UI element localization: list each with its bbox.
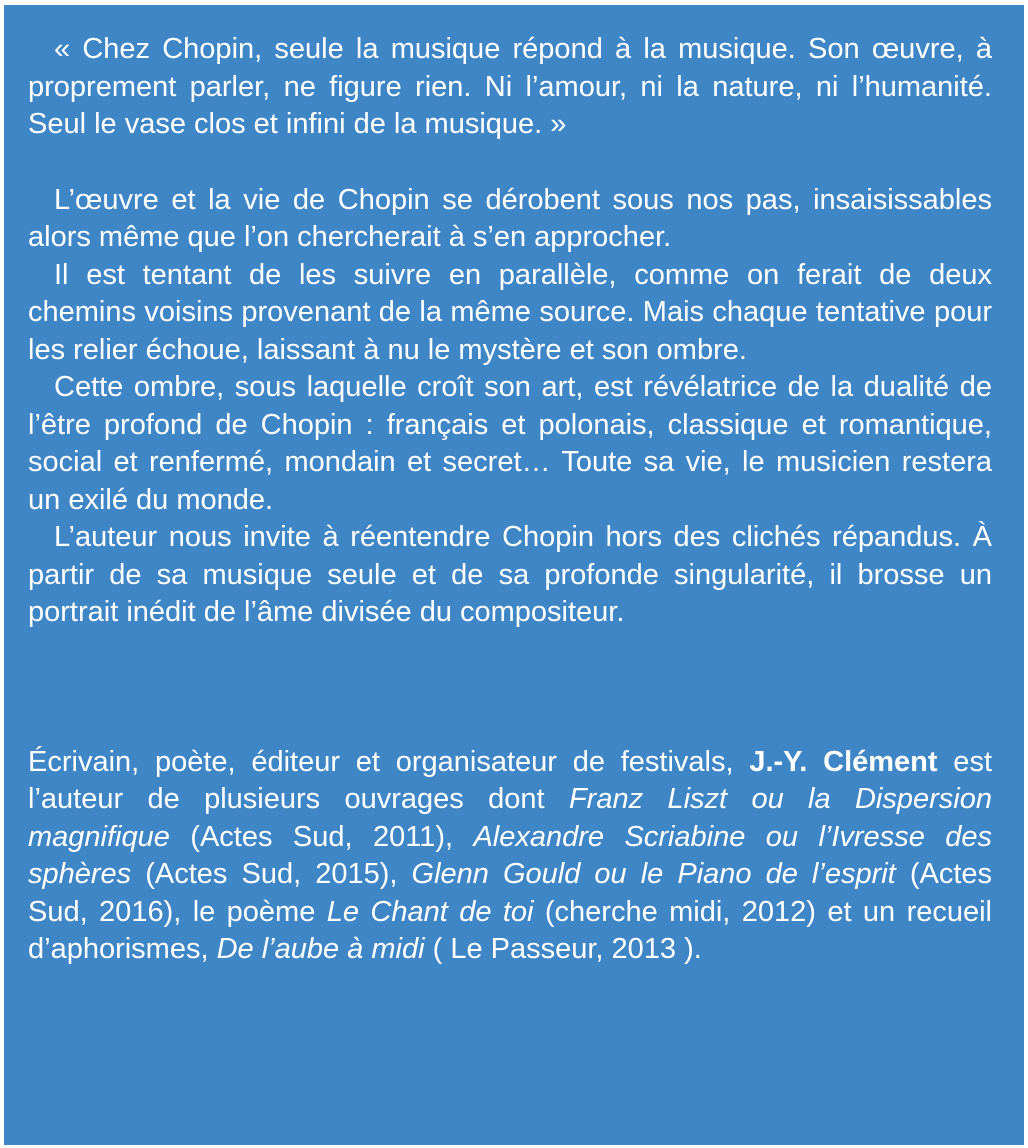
bio-intro: Écrivain, poète, éditeur et organisateur de festivals,: [28, 745, 750, 778]
book-title: Alexandre Scriabine ou l’Ivresse des sphères: [28, 820, 992, 890]
spacer: [28, 144, 992, 182]
opening-quote: « Chez Chopin, seule la musique répond à la musique. Son œuvre, à proprement parler, ne figure rien. Ni l’amour, ni la nature, ni l’humanité. Seul le vase clos et infini de la musique. »: [28, 33, 992, 140]
book-title: De l’aube à midi: [216, 933, 425, 965]
bio-text: (cherche midi, 2012) et un recueil d’aphorismes,: [28, 895, 992, 965]
description-paragraph-2: Il est tentant de les suivre en parallèle, comme on ferait de deux chemins voisins provenant de la même source. Mais chaque tentative pour les relier échoue, laissant à nu le mystère et son ombre.: [28, 258, 992, 366]
bio-text: (Actes Sud, 2016), le poème: [28, 858, 993, 928]
author-bio: [28, 744, 992, 969]
description-paragraph-4: L’auteur nous invite à réentendre Chopin hors des clichés répandus. À partir de sa musique seule et de sa profonde singularité, il brosse un portrait inédit de l’âme divisée du compositeur.: [28, 521, 992, 628]
bio-text: ( Le Passeur, 2013 ).: [424, 933, 702, 965]
bio-text: (Actes Sud, 2015),: [131, 858, 412, 890]
book-title: Glenn Gould ou le Piano de l’esprit: [411, 858, 896, 890]
description-paragraph-1: L’œuvre et la vie de Chopin se dérobent sous nos pas, insaisissables alors même que l’on chercherait à s’en approcher.: [28, 183, 992, 253]
bio-text: (Actes Sud, 2011),: [169, 820, 474, 853]
back-cover-panel: [4, 5, 1024, 1145]
book-title: Franz Liszt ou la Dispersion magnifique: [28, 783, 992, 853]
spacer: [28, 632, 992, 744]
description-paragraph-3: Cette ombre, sous laquelle croît son art, est révélatrice de la dualité de l’être profond de Chopin : français et polonais, classique et romantique, social et renfermé, mondain et secret… Toute sa vie, le musicien restera un exilé du monde.: [28, 371, 992, 516]
bio-text: est l’auteur de plusieurs ouvrages dont: [28, 745, 992, 815]
book-title: Le Chant de toi: [326, 895, 534, 928]
author-name: J.-Y. Clément: [749, 745, 938, 778]
